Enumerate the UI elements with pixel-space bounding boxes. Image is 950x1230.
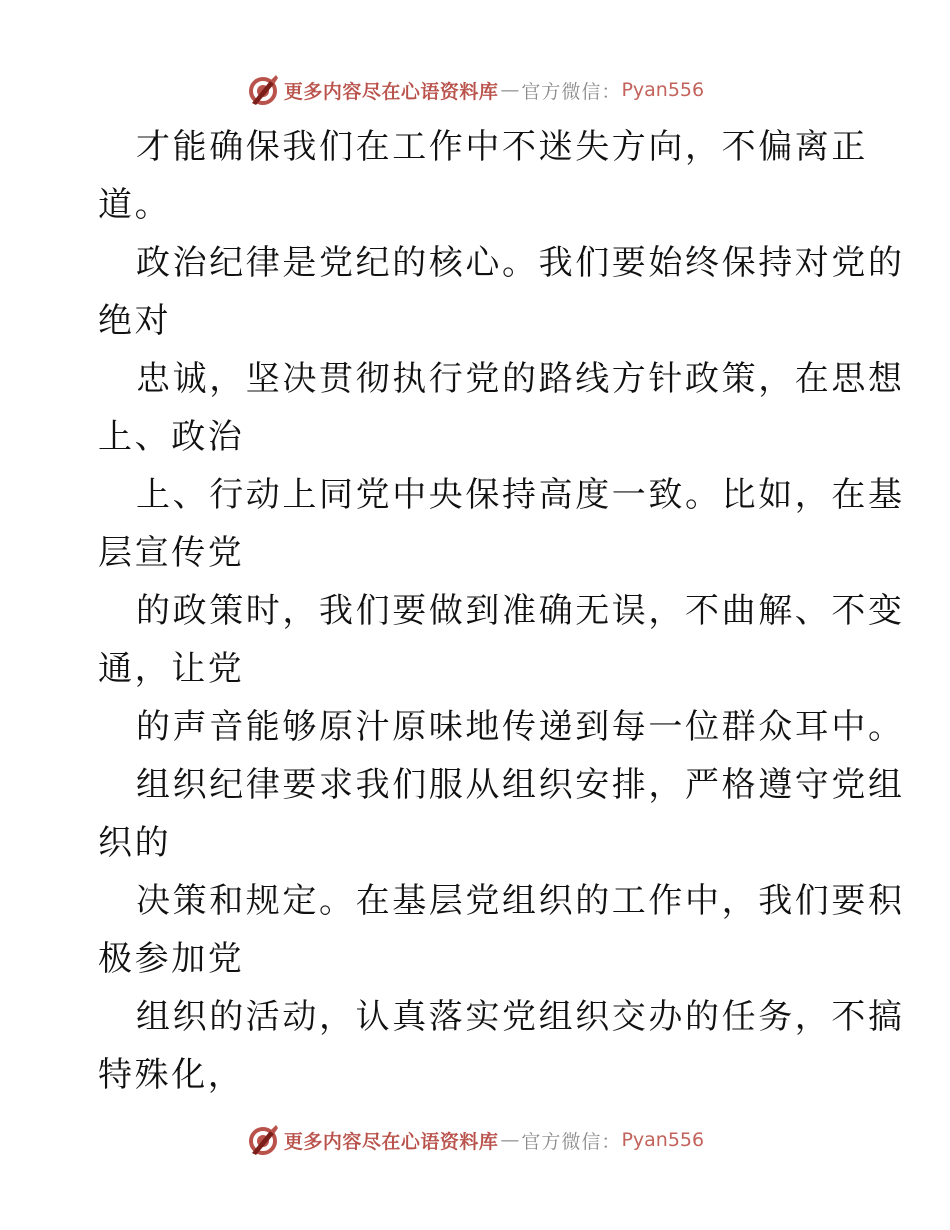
footer-brand-text: 更多内容尽在心语资料库 (283, 1130, 499, 1153)
body-line-15: 极参加党 (98, 939, 245, 979)
body-line-3: 政治纪律是党纪的核心。我们要始终保持对党的 (136, 243, 905, 283)
footer-separator: — (500, 1129, 520, 1151)
body-line-1: 才能确保我们在工作中不迷失方向，不偏离正 (136, 127, 868, 167)
body-line-17: 特殊化， (98, 1055, 245, 1095)
header-wechat-label: 官方微信： (521, 80, 622, 103)
header-brand-text: 更多内容尽在心语资料库 (283, 80, 499, 103)
pen-logo-icon (246, 1123, 280, 1157)
body-line-9: 的政策时，我们要做到准确无误，不曲解、不变 (136, 591, 905, 631)
pen-logo-icon (246, 73, 280, 107)
body-line-2: 道。 (98, 185, 172, 225)
header-separator: — (500, 79, 520, 101)
body-line-7: 上、行动上同党中央保持高度一致。比如，在基 (136, 475, 905, 515)
document-body (98, 118, 905, 1104)
body-line-4: 绝对 (98, 301, 172, 341)
body-line-8: 层宣传党 (98, 533, 245, 573)
footer-wechat-id: Pyan556 (621, 1129, 705, 1151)
body-line-11: 的声音能够原汁原味地传递到每一位群众耳中。 (136, 707, 905, 747)
body-line-16: 组织的活动，认真落实党组织交办的任务，不搞 (136, 997, 905, 1037)
header-wechat-id: Pyan556 (621, 79, 705, 101)
footer-wechat-label: 官方微信： (521, 1130, 622, 1153)
body-line-10: 通，让党 (98, 649, 245, 689)
header-banner (0, 70, 950, 110)
body-line-12: 组织纪律要求我们服从组织安排，严格遵守党组 (136, 765, 905, 805)
body-line-13: 织的 (98, 823, 172, 863)
footer-banner (0, 1120, 950, 1160)
body-line-5: 忠诚，坚决贯彻执行党的路线方针政策，在思想 (136, 359, 905, 399)
body-line-14: 决策和规定。在基层党组织的工作中，我们要积 (136, 881, 905, 921)
body-line-6: 上、政治 (98, 417, 245, 457)
